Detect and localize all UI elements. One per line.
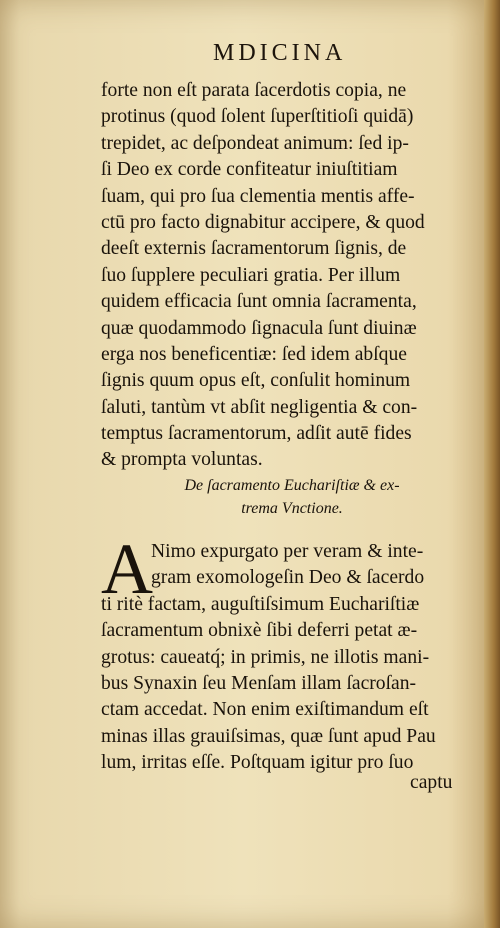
section-text bbox=[101, 529, 473, 777]
section-heading-line: De ſacramento Euchariſtiæ & ex- bbox=[184, 477, 400, 494]
text-line: grotus: caueatq́; in primis, ne illotis mani- bbox=[101, 646, 430, 668]
text-line: minas illas grauiſsimas, quæ ſunt apud Pau bbox=[101, 725, 436, 747]
text-line: erga nos beneficentiæ: ſed idem abſque bbox=[101, 343, 407, 365]
section-heading-line: trema Vnctione. bbox=[241, 500, 343, 517]
text-line: ſuo ſupplere peculiari gratia. Per illum bbox=[101, 264, 401, 286]
text-line: deeſt externis ſacramentorum ſignis, de bbox=[101, 238, 407, 260]
section-heading bbox=[172, 474, 412, 520]
text-line: ſignis quum opus eſt, conſulit hominum bbox=[101, 370, 411, 392]
text-line: bus Synaxin ſeu Menſam illam ſacroſan- bbox=[101, 672, 417, 694]
text-line: quidem efficacia ſunt omnia ſacramenta, bbox=[101, 291, 417, 313]
text-line: protinus (quod ſolent ſuperſtitioſi quidā) bbox=[101, 106, 414, 128]
text-line: ſuam, qui pro ſua clementia mentis affe- bbox=[101, 185, 415, 207]
drop-cap: A bbox=[101, 529, 153, 609]
text-line: ctam accedat. Non enim exiſtimandum eſt bbox=[101, 699, 429, 721]
main-paragraph bbox=[101, 78, 473, 474]
text-line: ctū pro facto dignabitur accipere, & quod bbox=[101, 211, 425, 233]
text-line: ti ritè factam, auguſtiſsimum Euchariſtiæ bbox=[101, 593, 420, 615]
text-line: gram exomologeſin Deo & ſacerdo bbox=[151, 567, 425, 589]
running-header: MDICINA bbox=[213, 40, 347, 66]
text-line: Nimo expurgato per veram & inte- bbox=[151, 541, 424, 562]
text-line: forte non eſt parata ſacerdotis copia, ne bbox=[101, 80, 407, 101]
page-edge bbox=[484, 0, 500, 928]
text-line: ſi Deo ex corde confiteatur iniuſtitiam bbox=[101, 159, 398, 181]
text-line: ſacramentum obnixè ſibi deferri petat æ- bbox=[101, 620, 418, 642]
text-line: quæ quodammodo ſignacula ſunt diuinæ bbox=[101, 317, 417, 339]
catchword: captu bbox=[410, 772, 453, 793]
text-line: trepidet, ac deſpondeat animum: ſed ip- bbox=[101, 132, 409, 154]
text-line: ſaluti, tantùm vt abſit negligentia & con- bbox=[101, 396, 418, 418]
text-line: lum, irritas eſſe. Poſtquam igitur pro ſuo bbox=[101, 752, 414, 774]
text-line: temptus ſacramentorum, adſit autē fides bbox=[101, 423, 412, 445]
text-line: & prompta voluntas. bbox=[101, 449, 263, 471]
